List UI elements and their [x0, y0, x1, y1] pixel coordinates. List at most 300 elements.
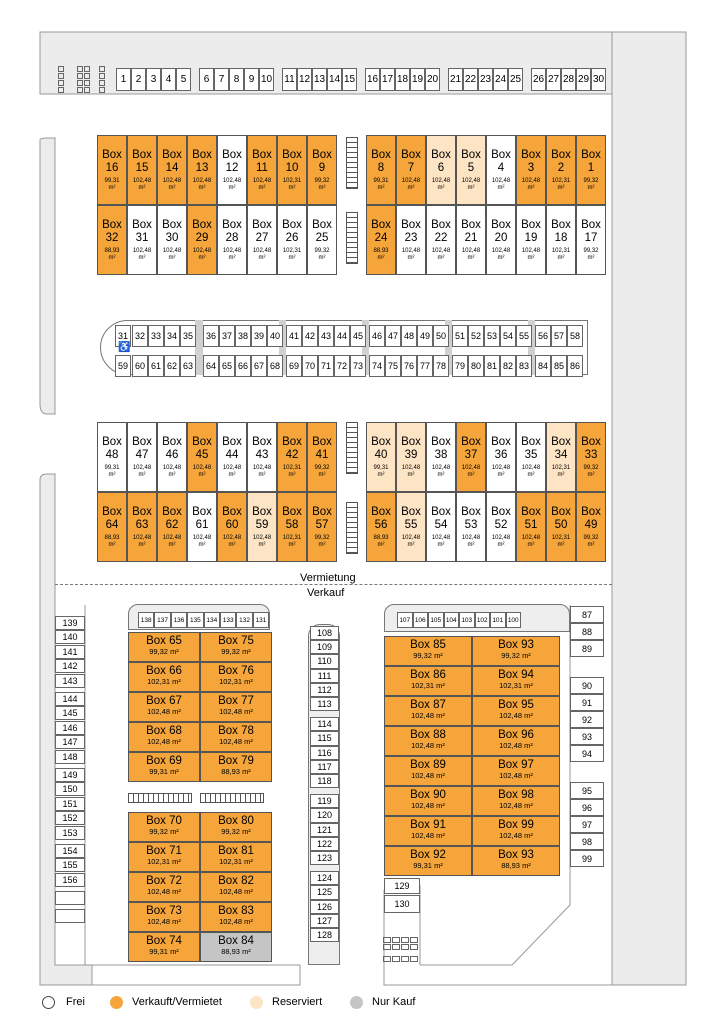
- top-unit-7[interactable]: 7: [214, 68, 229, 91]
- unit-63[interactable]: 63: [180, 355, 196, 377]
- unit-45[interactable]: 45: [350, 325, 366, 347]
- unit-155[interactable]: 155: [55, 858, 85, 872]
- unit-36[interactable]: 36: [203, 325, 219, 347]
- unit-77[interactable]: 77: [417, 355, 433, 377]
- box-area: 102,48: [491, 535, 511, 541]
- box-box-77[interactable]: [200, 692, 272, 722]
- box-number: 9: [318, 162, 326, 174]
- box-area: 102,48: [132, 535, 152, 541]
- unit-130[interactable]: 130: [384, 895, 420, 913]
- top-unit-18[interactable]: 18: [395, 68, 410, 91]
- unit-126[interactable]: 126: [310, 900, 339, 914]
- box-name: Box: [102, 149, 122, 161]
- unit-66[interactable]: 66: [235, 355, 251, 377]
- unit-153[interactable]: 153: [55, 826, 85, 840]
- unit-46[interactable]: 46: [369, 325, 385, 347]
- unit-88[interactable]: 88: [570, 623, 604, 640]
- unit-97[interactable]: 97: [570, 816, 604, 833]
- unit-78[interactable]: 78: [433, 355, 449, 377]
- box-9[interactable]: [307, 135, 337, 205]
- box-box-87[interactable]: [384, 696, 472, 726]
- unit-68[interactable]: 68: [267, 355, 283, 377]
- unit-86[interactable]: 86: [567, 355, 583, 377]
- unit-67[interactable]: 67: [251, 355, 267, 377]
- box-number: 48: [105, 449, 119, 461]
- unit-152[interactable]: 152: [55, 811, 85, 825]
- box-name: Box: [222, 149, 242, 161]
- unit-100[interactable]: 100: [506, 612, 522, 628]
- unit-37[interactable]: 37: [219, 325, 235, 347]
- box-box-82[interactable]: [200, 872, 272, 902]
- unit-35[interactable]: 35: [180, 325, 196, 347]
- unit-50[interactable]: 50: [433, 325, 449, 347]
- box-41[interactable]: [307, 422, 337, 492]
- unit-110[interactable]: 110: [310, 654, 339, 668]
- unit-139[interactable]: 139: [55, 616, 85, 630]
- storage-square: [383, 944, 391, 950]
- box-24[interactable]: [366, 205, 396, 275]
- storage-square: [84, 73, 90, 79]
- unit-59[interactable]: 59: [115, 355, 131, 377]
- top-unit-14[interactable]: 14: [327, 68, 342, 91]
- unit-96[interactable]: 96: [570, 799, 604, 816]
- unit-33[interactable]: 33: [148, 325, 164, 347]
- box-58[interactable]: [277, 492, 307, 562]
- unit-136[interactable]: 136: [171, 612, 187, 628]
- box-10[interactable]: [277, 135, 307, 205]
- box-11[interactable]: [247, 135, 277, 205]
- unit-64[interactable]: 64: [203, 355, 219, 377]
- unit-149[interactable]: 149: [55, 768, 85, 782]
- unit-127[interactable]: 127: [310, 914, 339, 928]
- box-3[interactable]: [516, 135, 546, 205]
- top-unit-24[interactable]: 24: [493, 68, 508, 91]
- box-box-91[interactable]: [384, 816, 472, 846]
- unit-74[interactable]: 74: [369, 355, 385, 377]
- box-25[interactable]: [307, 205, 337, 275]
- top-unit-4[interactable]: 4: [161, 68, 176, 91]
- top-unit-21[interactable]: 21: [448, 68, 463, 91]
- box-box-85[interactable]: [384, 636, 472, 666]
- box-box-75[interactable]: [200, 632, 272, 662]
- box-12[interactable]: [217, 135, 247, 205]
- top-unit-6[interactable]: 6: [199, 68, 214, 91]
- unit-128[interactable]: 128: [310, 928, 339, 942]
- unit-58[interactable]: 58: [567, 325, 583, 347]
- unit-40[interactable]: 40: [267, 325, 283, 347]
- box-area: [385, 651, 471, 660]
- unit-87[interactable]: 87: [570, 606, 604, 623]
- unit-147[interactable]: 147: [55, 735, 85, 749]
- unit-141[interactable]: 141: [55, 645, 85, 659]
- box-box-71[interactable]: [128, 842, 200, 872]
- box-38[interactable]: [426, 422, 456, 492]
- box-box-90[interactable]: [384, 786, 472, 816]
- box-area: [129, 767, 199, 776]
- box-box-99[interactable]: [472, 816, 560, 846]
- box-box-89[interactable]: [384, 756, 472, 786]
- box-box-74[interactable]: [128, 932, 200, 962]
- box-8[interactable]: [366, 135, 396, 205]
- top-unit-25[interactable]: 25: [508, 68, 523, 91]
- unit-47[interactable]: 47: [385, 325, 401, 347]
- box-number: 37: [464, 449, 478, 461]
- box-box-80[interactable]: [200, 812, 272, 842]
- unit-85[interactable]: 85: [551, 355, 567, 377]
- box-number: 17: [584, 232, 598, 244]
- top-unit-13[interactable]: 13: [312, 68, 327, 91]
- top-unit-3[interactable]: 3: [146, 68, 161, 91]
- top-unit-27[interactable]: 27: [546, 68, 561, 91]
- unit-44[interactable]: 44: [334, 325, 350, 347]
- box-27[interactable]: [247, 205, 277, 275]
- box-31[interactable]: [127, 205, 157, 275]
- unit-34[interactable]: 34: [164, 325, 180, 347]
- unit-label: m²: [557, 185, 565, 191]
- unit-91[interactable]: 91: [570, 694, 604, 711]
- top-unit-2[interactable]: 2: [131, 68, 146, 91]
- unit-112[interactable]: 112: [310, 683, 339, 697]
- box-26[interactable]: [277, 205, 307, 275]
- unit-76[interactable]: 76: [401, 355, 417, 377]
- box-28[interactable]: [217, 205, 247, 275]
- unit-89[interactable]: 89: [570, 640, 604, 657]
- box-30[interactable]: [157, 205, 187, 275]
- unit-101[interactable]: 101: [490, 612, 506, 628]
- box-2[interactable]: [546, 135, 576, 205]
- unit-57[interactable]: 57: [551, 325, 567, 347]
- box-name: Box: [401, 149, 421, 161]
- box-59[interactable]: [247, 492, 277, 562]
- top-unit-16[interactable]: 16: [365, 68, 380, 91]
- box-48[interactable]: [97, 422, 127, 492]
- unit-60[interactable]: 60: [132, 355, 148, 377]
- top-unit-22[interactable]: 22: [463, 68, 478, 91]
- box-14[interactable]: [157, 135, 187, 205]
- unit-129[interactable]: 129: [384, 878, 420, 894]
- box-43[interactable]: [247, 422, 277, 492]
- storage-square: [84, 66, 90, 72]
- unit-71[interactable]: 71: [318, 355, 334, 377]
- box-6[interactable]: [426, 135, 456, 205]
- box-box-69[interactable]: [128, 752, 200, 782]
- unit-61[interactable]: 61: [148, 355, 164, 377]
- unit-133[interactable]: 133: [220, 612, 236, 628]
- unit-81[interactable]: 81: [484, 355, 500, 377]
- top-unit-26[interactable]: 26: [531, 68, 546, 91]
- top-unit-17[interactable]: 17: [380, 68, 395, 91]
- box-33[interactable]: [576, 422, 606, 492]
- unit-144[interactable]: 144: [55, 692, 85, 706]
- box-57[interactable]: [307, 492, 337, 562]
- box-23[interactable]: [396, 205, 426, 275]
- area-value: 102,48: [411, 771, 435, 780]
- box-box-66[interactable]: [128, 662, 200, 692]
- box-area: [201, 857, 271, 866]
- box-32[interactable]: [97, 205, 127, 275]
- unit-blank: [55, 909, 85, 923]
- unit-150[interactable]: 150: [55, 782, 85, 796]
- box-box-79[interactable]: [200, 752, 272, 782]
- box-name: Box: [581, 436, 601, 448]
- unit-123[interactable]: 123: [310, 851, 339, 865]
- unit-113[interactable]: 113: [310, 697, 339, 711]
- top-unit-8[interactable]: 8: [229, 68, 244, 91]
- unit-131[interactable]: 131: [253, 612, 269, 628]
- box-box-93[interactable]: [472, 846, 560, 876]
- box-62[interactable]: [157, 492, 187, 562]
- unit-98[interactable]: 98: [570, 833, 604, 850]
- unit-140[interactable]: 140: [55, 630, 85, 644]
- box-39[interactable]: [396, 422, 426, 492]
- unit-94[interactable]: 94: [570, 745, 604, 762]
- unit-32[interactable]: 32: [132, 325, 148, 347]
- box-17[interactable]: [576, 205, 606, 275]
- top-unit-23[interactable]: 23: [478, 68, 493, 91]
- unit-109[interactable]: 109: [310, 640, 339, 654]
- unit-75[interactable]: 75: [385, 355, 401, 377]
- unit-138[interactable]: 138: [138, 612, 154, 628]
- box-area: 102,48: [162, 178, 182, 184]
- box-box-81[interactable]: [200, 842, 272, 872]
- box-19[interactable]: [516, 205, 546, 275]
- unit-84[interactable]: 84: [535, 355, 551, 377]
- unit-137[interactable]: 137: [154, 612, 170, 628]
- top-unit-10[interactable]: 10: [259, 68, 274, 91]
- box-name: Box: [521, 149, 541, 161]
- box-box-94[interactable]: [472, 666, 560, 696]
- box-18[interactable]: [546, 205, 576, 275]
- unit-146[interactable]: 146: [55, 721, 85, 735]
- unit-121[interactable]: 121: [310, 823, 339, 837]
- top-unit-19[interactable]: 19: [410, 68, 425, 91]
- unit-143[interactable]: 143: [55, 674, 85, 688]
- unit-132[interactable]: 132: [236, 612, 252, 628]
- box-51[interactable]: [516, 492, 546, 562]
- unit-label: m²: [244, 917, 253, 926]
- box-area: [201, 947, 271, 956]
- box-area: 102,48: [222, 535, 242, 541]
- box-number: 53: [464, 519, 478, 531]
- unit-134[interactable]: 134: [204, 612, 220, 628]
- unit-53[interactable]: 53: [484, 325, 500, 347]
- unit-41[interactable]: 41: [286, 325, 302, 347]
- box-55[interactable]: [396, 492, 426, 562]
- box-box-72[interactable]: [128, 872, 200, 902]
- unit-103[interactable]: 103: [459, 612, 475, 628]
- box-box-78[interactable]: [200, 722, 272, 752]
- storage-square: [392, 937, 400, 943]
- divider-label-verkauf: Verkauf: [307, 587, 345, 599]
- box-35[interactable]: [516, 422, 546, 492]
- box-45[interactable]: [187, 422, 217, 492]
- unit-120[interactable]: 120: [310, 808, 339, 822]
- unit-102[interactable]: 102: [475, 612, 491, 628]
- unit-93[interactable]: 93: [570, 728, 604, 745]
- unit-154[interactable]: 154: [55, 844, 85, 858]
- unit-99[interactable]: 99: [570, 850, 604, 867]
- box-64[interactable]: [97, 492, 127, 562]
- box-60[interactable]: [217, 492, 247, 562]
- unit-156[interactable]: 156: [55, 873, 85, 887]
- unit-114[interactable]: 114: [310, 717, 339, 731]
- unit-69[interactable]: 69: [286, 355, 302, 377]
- box-box-73[interactable]: [128, 902, 200, 932]
- unit-106[interactable]: 106: [413, 612, 429, 628]
- unit-124[interactable]: 124: [310, 871, 339, 885]
- top-unit-9[interactable]: 9: [244, 68, 259, 91]
- box-box-86[interactable]: [384, 666, 472, 696]
- box-number: 21: [464, 232, 478, 244]
- box-box-92[interactable]: [384, 846, 472, 876]
- top-unit-11[interactable]: 11: [282, 68, 297, 91]
- unit-115[interactable]: 115: [310, 731, 339, 745]
- unit-39[interactable]: 39: [251, 325, 267, 347]
- box-29[interactable]: [187, 205, 217, 275]
- box-4[interactable]: [486, 135, 516, 205]
- box-42[interactable]: [277, 422, 307, 492]
- box-47[interactable]: [127, 422, 157, 492]
- unit-148[interactable]: 148: [55, 750, 85, 764]
- box-53[interactable]: [456, 492, 486, 562]
- box-box-67[interactable]: [128, 692, 200, 722]
- box-13[interactable]: [187, 135, 217, 205]
- unit-118[interactable]: 118: [310, 774, 339, 788]
- unit-151[interactable]: 151: [55, 797, 85, 811]
- top-unit-30[interactable]: 30: [591, 68, 606, 91]
- unit-82[interactable]: 82: [500, 355, 516, 377]
- box-52[interactable]: [486, 492, 516, 562]
- area-value: 102,48: [499, 741, 523, 750]
- box-63[interactable]: [127, 492, 157, 562]
- unit-54[interactable]: 54: [500, 325, 516, 347]
- box-label: Box 72: [146, 875, 182, 887]
- top-unit-29[interactable]: 29: [576, 68, 591, 91]
- box-box-65[interactable]: [128, 632, 200, 662]
- box-box-70[interactable]: [128, 812, 200, 842]
- top-unit-28[interactable]: 28: [561, 68, 576, 91]
- box-name: Box: [252, 506, 272, 518]
- top-unit-20[interactable]: 20: [425, 68, 440, 91]
- box-area: 102,48: [431, 248, 451, 254]
- box-22[interactable]: [426, 205, 456, 275]
- area-value: 102,48: [499, 711, 523, 720]
- unit-145[interactable]: 145: [55, 706, 85, 720]
- unit-79[interactable]: 79: [452, 355, 468, 377]
- box-box-83[interactable]: [200, 902, 272, 932]
- unit-43[interactable]: 43: [318, 325, 334, 347]
- box-54[interactable]: [426, 492, 456, 562]
- box-area: 88,93: [104, 248, 120, 254]
- unit-52[interactable]: 52: [468, 325, 484, 347]
- unit-104[interactable]: 104: [444, 612, 460, 628]
- unit-31[interactable]: 31: [115, 325, 131, 347]
- box-box-95[interactable]: [472, 696, 560, 726]
- top-unit-15[interactable]: 15: [342, 68, 357, 91]
- box-16[interactable]: [97, 135, 127, 205]
- box-box-97[interactable]: [472, 756, 560, 786]
- box-area: [201, 677, 271, 686]
- box-50[interactable]: [546, 492, 576, 562]
- box-36[interactable]: [486, 422, 516, 492]
- box-44[interactable]: [217, 422, 247, 492]
- unit-111[interactable]: 111: [310, 669, 339, 683]
- box-box-76[interactable]: [200, 662, 272, 692]
- box-box-98[interactable]: [472, 786, 560, 816]
- unit-125[interactable]: 125: [310, 885, 339, 899]
- box-name: Box: [132, 149, 152, 161]
- box-34[interactable]: [546, 422, 576, 492]
- unit-119[interactable]: 119: [310, 794, 339, 808]
- box-name: Box: [431, 506, 451, 518]
- box-box-93[interactable]: [472, 636, 560, 666]
- unit-label: m²: [522, 861, 531, 870]
- unit-92[interactable]: 92: [570, 711, 604, 728]
- box-5[interactable]: [456, 135, 486, 205]
- unit-83[interactable]: 83: [516, 355, 532, 377]
- unit-48[interactable]: 48: [401, 325, 417, 347]
- unit-label: m²: [497, 185, 505, 191]
- unit-72[interactable]: 72: [334, 355, 350, 377]
- box-box-84[interactable]: [200, 932, 272, 962]
- unit-90[interactable]: 90: [570, 677, 604, 694]
- unit-label: m²: [244, 887, 253, 896]
- unit-49[interactable]: 49: [417, 325, 433, 347]
- unit-38[interactable]: 38: [235, 325, 251, 347]
- unit-70[interactable]: 70: [302, 355, 318, 377]
- box-20[interactable]: [486, 205, 516, 275]
- box-21[interactable]: [456, 205, 486, 275]
- box-56[interactable]: [366, 492, 396, 562]
- box-49[interactable]: [576, 492, 606, 562]
- unit-117[interactable]: 117: [310, 760, 339, 774]
- box-40[interactable]: [366, 422, 396, 492]
- unit-80[interactable]: 80: [468, 355, 484, 377]
- box-46[interactable]: [157, 422, 187, 492]
- unit-label: m²: [172, 857, 181, 866]
- area-value: 99,31: [149, 767, 168, 776]
- top-unit-12[interactable]: 12: [297, 68, 312, 91]
- unit-62[interactable]: 62: [164, 355, 180, 377]
- unit-116[interactable]: 116: [310, 746, 339, 760]
- box-area: 102,48: [521, 178, 541, 184]
- box-37[interactable]: [456, 422, 486, 492]
- box-15[interactable]: [127, 135, 157, 205]
- unit-51[interactable]: 51: [452, 325, 468, 347]
- unit-122[interactable]: 122: [310, 837, 339, 851]
- unit-107[interactable]: 107: [397, 612, 413, 628]
- unit-55[interactable]: 55: [516, 325, 532, 347]
- box-box-68[interactable]: [128, 722, 200, 752]
- unit-105[interactable]: 105: [428, 612, 444, 628]
- unit-73[interactable]: 73: [350, 355, 366, 377]
- top-unit-5[interactable]: 5: [176, 68, 191, 91]
- box-box-96[interactable]: [472, 726, 560, 756]
- unit-142[interactable]: 142: [55, 659, 85, 673]
- unit-95[interactable]: 95: [570, 782, 604, 799]
- unit-108[interactable]: 108: [310, 626, 339, 640]
- unit-65[interactable]: 65: [219, 355, 235, 377]
- box-61[interactable]: [187, 492, 217, 562]
- top-unit-1[interactable]: 1: [116, 68, 131, 91]
- box-7[interactable]: [396, 135, 426, 205]
- box-1[interactable]: [576, 135, 606, 205]
- unit-label: m²: [436, 831, 445, 840]
- unit-56[interactable]: 56: [535, 325, 551, 347]
- box-box-88[interactable]: [384, 726, 472, 756]
- unit-135[interactable]: 135: [187, 612, 203, 628]
- unit-42[interactable]: 42: [302, 325, 318, 347]
